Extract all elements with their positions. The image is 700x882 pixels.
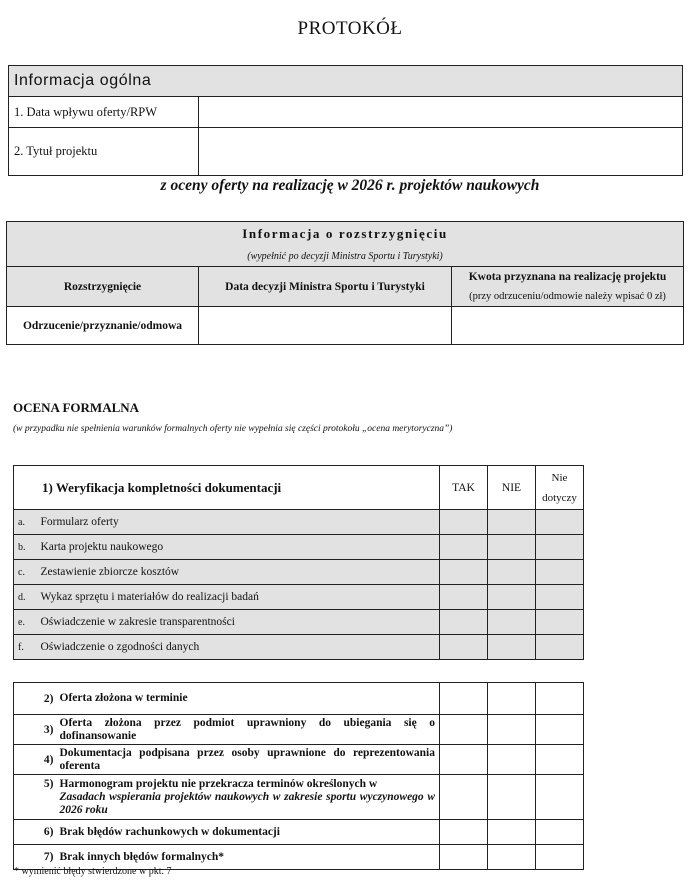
checkbox-no[interactable] <box>488 560 536 585</box>
checkbox-na[interactable] <box>536 775 584 820</box>
criteria-table <box>13 682 584 870</box>
criterion-text: Brak błędów rachunkowych w dokumentacji <box>60 820 440 845</box>
formal-section-note: (w przypadku nie spełnienia warunków formalnych oferty nie wypełnia się części protokołu „ocena merytoryczna”) <box>13 424 453 434</box>
criterion-text <box>60 775 440 820</box>
table-row <box>14 635 584 660</box>
criterion-number: 3) <box>14 715 60 745</box>
checkbox-na[interactable] <box>536 715 584 745</box>
col-no-header: NIE <box>488 466 536 510</box>
decision-row-label: Odrzucenie/przyznanie/odmowa <box>7 307 199 345</box>
item-text: Formularz oferty <box>37 510 440 535</box>
checkbox-no[interactable] <box>488 845 536 870</box>
col-na-line2: dotyczy <box>542 491 577 504</box>
col-yes-header: TAK <box>440 466 488 510</box>
criterion-text-main: Harmonogram projektu nie przekracza terminów określonych w <box>59 777 378 790</box>
table-row <box>14 560 584 585</box>
item-letter: a. <box>14 510 37 535</box>
criterion-number: 7) <box>14 845 60 870</box>
document-title: PROTOKÓŁ <box>297 18 403 39</box>
checkbox-yes[interactable] <box>440 610 488 635</box>
item-text: Zestawienie zbiorcze kosztów <box>37 560 440 585</box>
criterion-number: 5) <box>14 775 60 820</box>
item-text: Oświadczenie w zakresie transparentności <box>37 610 440 635</box>
checkbox-yes[interactable] <box>440 510 488 535</box>
table-row <box>14 535 584 560</box>
item-text: Karta projektu naukowego <box>37 535 440 560</box>
criterion-text: Oferta złożona w terminie <box>60 683 440 715</box>
item-letter: b. <box>14 535 37 560</box>
decision-date-col-header: Data decyzji Ministra Sportu i Turystyki <box>199 267 452 307</box>
checkbox-na[interactable] <box>536 820 584 845</box>
checkbox-no[interactable] <box>488 610 536 635</box>
checkbox-yes[interactable] <box>440 560 488 585</box>
checkbox-na[interactable] <box>536 635 584 660</box>
verification-title: 1) Weryfikacja kompletności dokumentacji <box>14 466 440 510</box>
item-letter: c. <box>14 560 37 585</box>
amount-col-title: Kwota przyznana na realizację projektu <box>468 271 667 283</box>
table-row <box>14 820 584 845</box>
protocol-subtitle: z oceny oferty na realizację w 2026 r. projektów naukowych <box>160 177 540 194</box>
checkbox-na[interactable] <box>536 535 584 560</box>
checkbox-yes[interactable] <box>440 715 488 745</box>
checkbox-no[interactable] <box>488 535 536 560</box>
criterion-number: 4) <box>14 745 60 775</box>
checkbox-no[interactable] <box>488 635 536 660</box>
item-letter: e. <box>14 610 37 635</box>
amount-col-header <box>452 267 684 307</box>
item-text: Oświadczenie o zgodności danych <box>37 635 440 660</box>
checkbox-no[interactable] <box>488 510 536 535</box>
verification-table <box>13 465 584 660</box>
formal-section-title: OCENA FORMALNA <box>13 400 140 415</box>
granted-amount-field[interactable] <box>452 307 684 345</box>
table-row <box>14 715 584 745</box>
checkbox-na[interactable] <box>536 845 584 870</box>
decision-heading-cell <box>7 222 684 267</box>
criterion-text: Dokumentacja podpisana przez osoby uprawnione do reprezentowania oferenta <box>60 745 440 775</box>
criterion-number: 6) <box>14 820 60 845</box>
project-title-field[interactable] <box>199 128 683 176</box>
checkbox-na[interactable] <box>536 560 584 585</box>
checkbox-no[interactable] <box>488 775 536 820</box>
checkbox-no[interactable] <box>488 585 536 610</box>
checkbox-yes[interactable] <box>440 683 488 715</box>
checkbox-no[interactable] <box>488 715 536 745</box>
checkbox-yes[interactable] <box>440 820 488 845</box>
footnote: * wymienić błędy stwierdzone w pkt. 7 <box>14 866 172 877</box>
project-title-label: 2. Tytuł projektu <box>9 128 199 176</box>
checkbox-yes[interactable] <box>440 745 488 775</box>
checkbox-no[interactable] <box>488 820 536 845</box>
offer-date-field[interactable] <box>199 97 683 128</box>
item-letter: d. <box>14 585 37 610</box>
decision-note: (wypełnić po decyzji Ministra Sportu i Turystyki) <box>247 251 443 262</box>
checkbox-na[interactable] <box>536 510 584 535</box>
offer-date-label: 1. Data wpływu oferty/RPW <box>9 97 199 128</box>
checkbox-yes[interactable] <box>440 585 488 610</box>
checkbox-yes[interactable] <box>440 845 488 870</box>
decision-col-header: Rozstrzygnięcie <box>7 267 199 307</box>
criterion-number: 2) <box>14 683 60 715</box>
table-row <box>14 510 584 535</box>
checkbox-na[interactable] <box>536 610 584 635</box>
decision-date-field[interactable] <box>199 307 452 345</box>
checkbox-yes[interactable] <box>440 775 488 820</box>
table-row <box>14 775 584 820</box>
decision-table <box>6 221 684 345</box>
col-not-applicable-header <box>536 466 584 510</box>
checkbox-na[interactable] <box>536 585 584 610</box>
checkbox-na[interactable] <box>536 745 584 775</box>
col-na-line1: Nie <box>551 471 568 484</box>
criterion-text: Brak innych błędów formalnych* <box>60 845 440 870</box>
decision-heading: Informacja o rozstrzygnięciu <box>242 226 448 241</box>
item-letter: f. <box>14 635 37 660</box>
table-row <box>14 745 584 775</box>
table-row <box>14 683 584 715</box>
checkbox-no[interactable] <box>488 683 536 715</box>
amount-col-note: (przy odrzuceniu/odmowie należy wpisać 0 zł) <box>469 291 666 302</box>
table-row <box>14 610 584 635</box>
criterion-text: Oferta złożona przez podmiot uprawniony do ubiegania się o dofinansowanie <box>60 715 440 745</box>
item-text: Wykaz sprzętu i materiałów do realizacji badań <box>37 585 440 610</box>
checkbox-yes[interactable] <box>440 535 488 560</box>
checkbox-na[interactable] <box>536 683 584 715</box>
checkbox-yes[interactable] <box>440 635 488 660</box>
table-row <box>14 585 584 610</box>
general-info-heading: Informacja ogólna <box>9 66 683 97</box>
criterion-text-italic: Zasadach wspierania projektów naukowych w zakresie sportu wyczynowego w 2026 roku <box>59 790 435 816</box>
general-info-table <box>8 65 683 176</box>
checkbox-no[interactable] <box>488 745 536 775</box>
